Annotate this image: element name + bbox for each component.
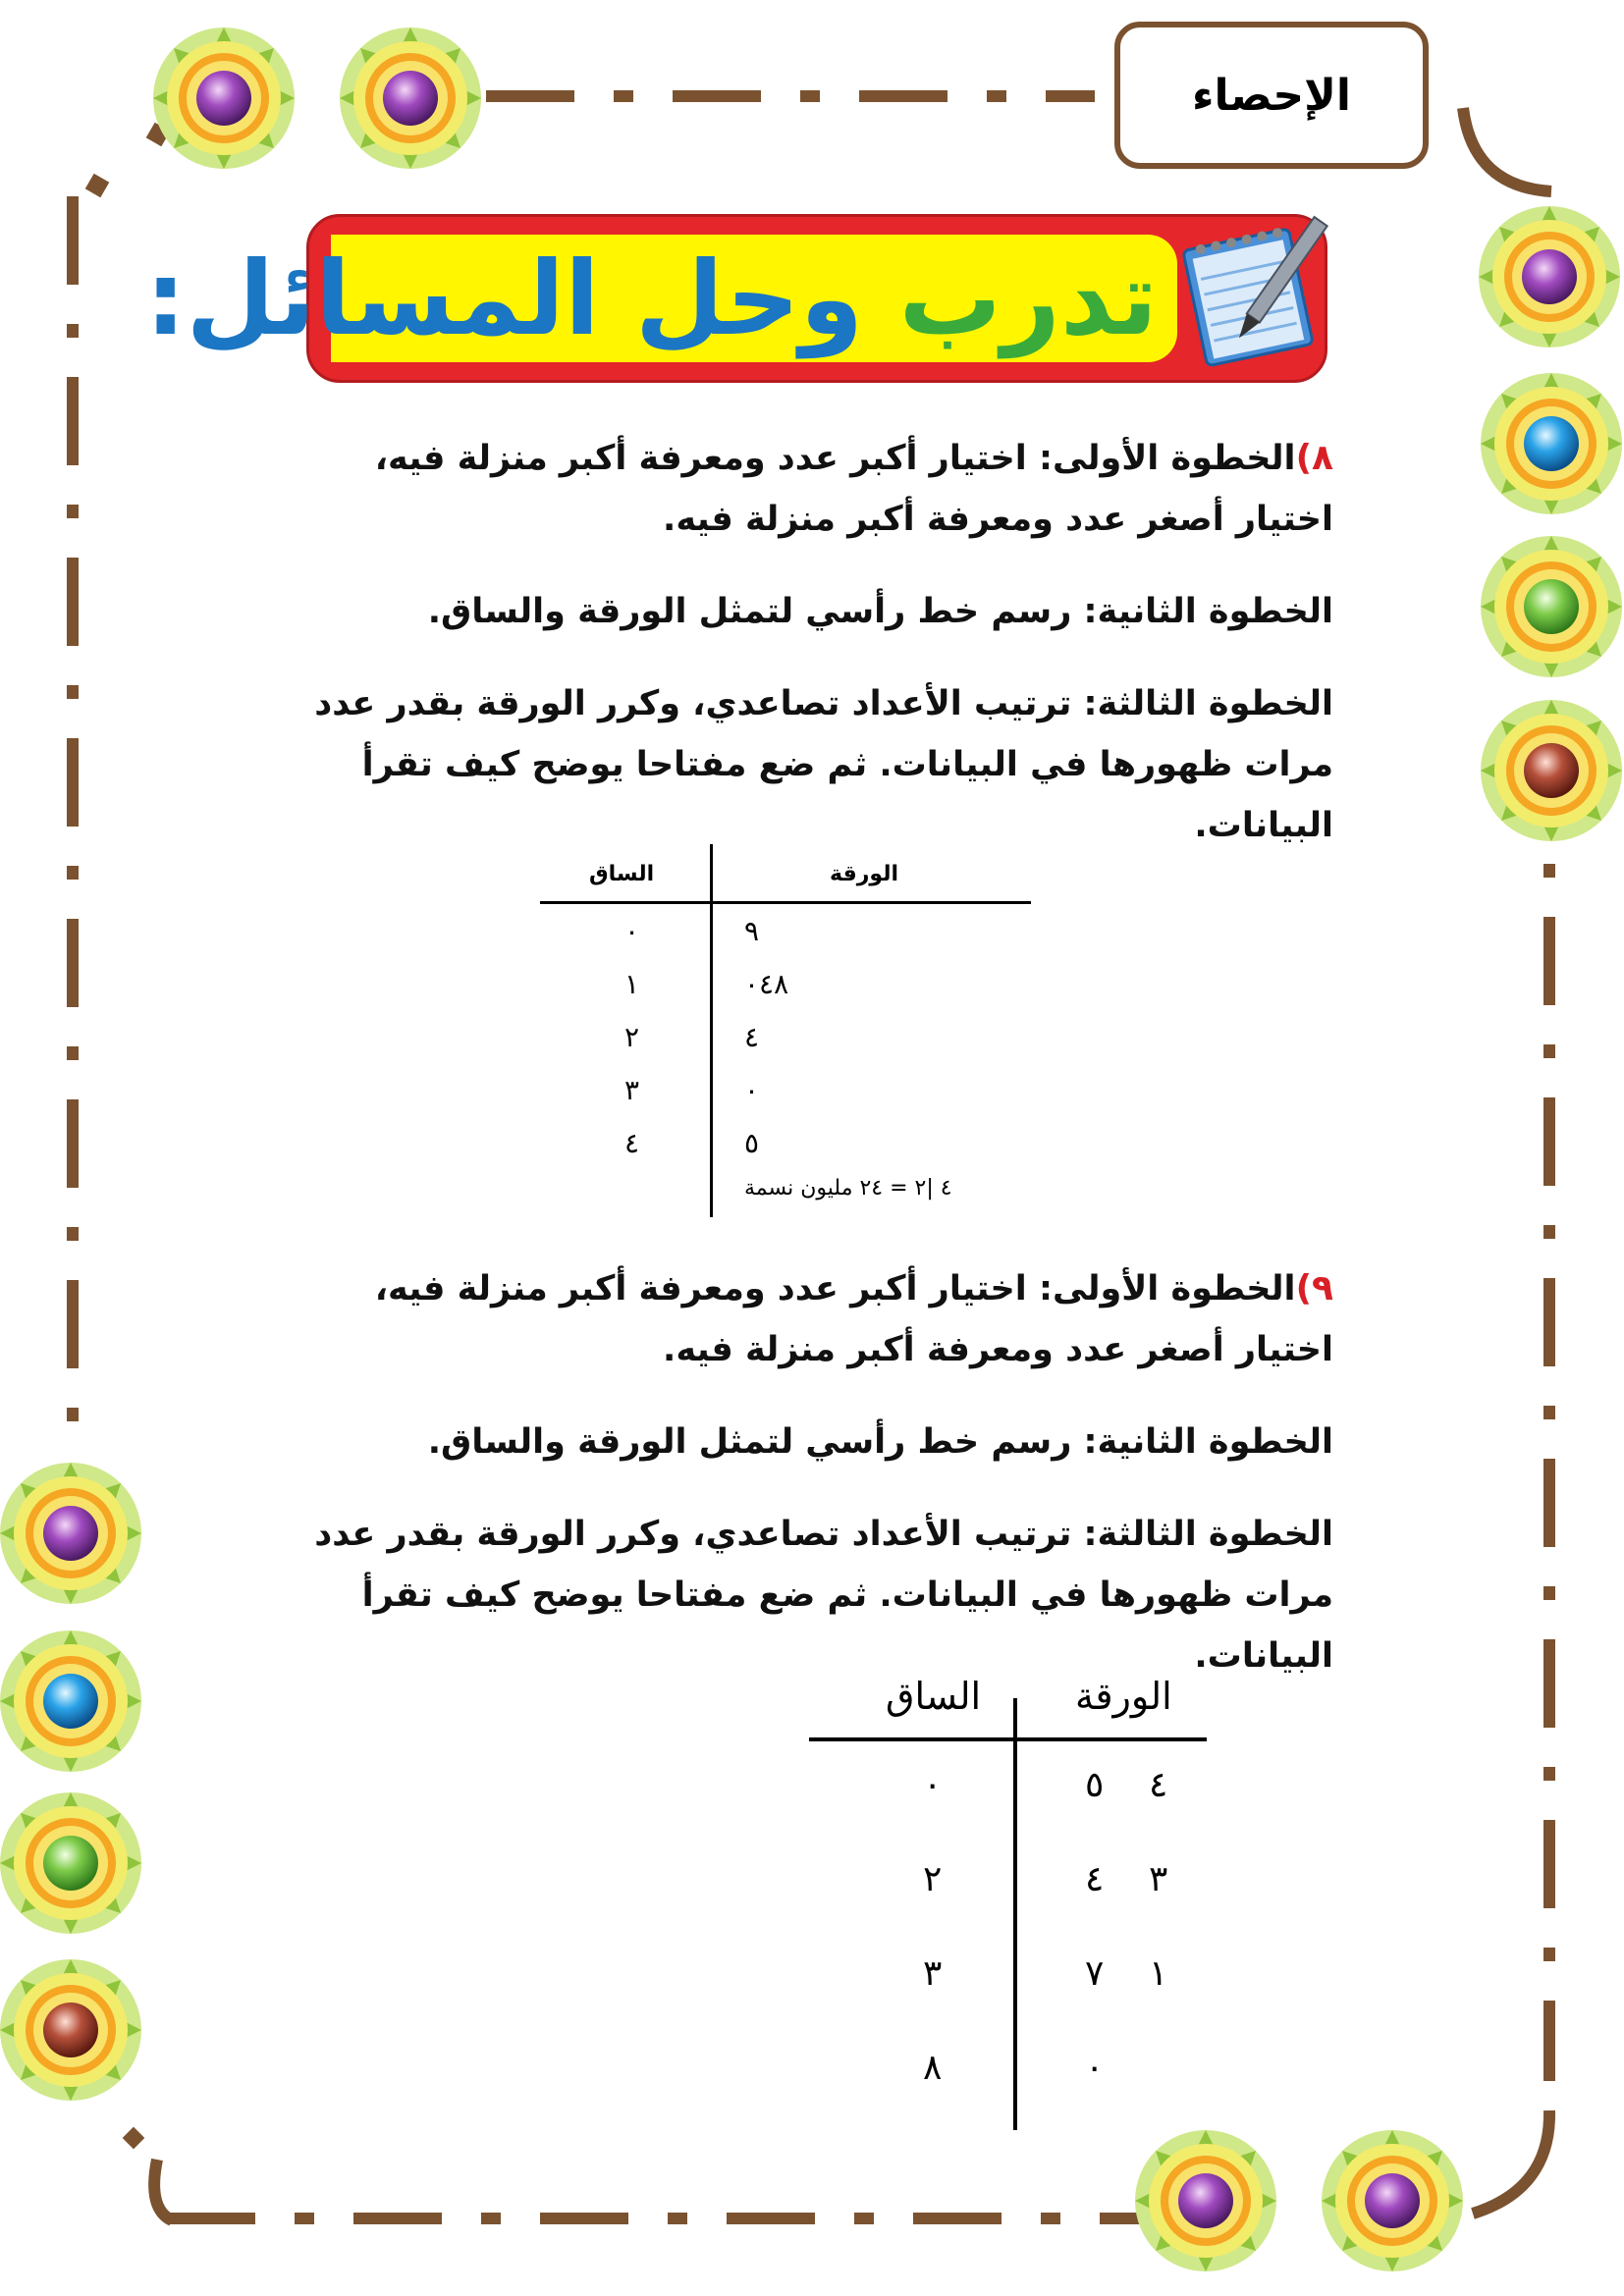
leaf-value: ٧ <box>1085 1953 1105 1994</box>
problem-8-step-2: الخطوة الثانية: رسم خط رأسي لتمثل الورقة والساق. <box>427 592 1333 631</box>
leaf-value: ٤ <box>1085 1859 1105 1899</box>
stem-value: ٢ <box>923 1859 943 1899</box>
table-horizontal-line <box>809 1737 1207 1741</box>
leaf-value: ٩ <box>744 915 760 947</box>
table-key: ٤ |٢ = ٢٤ مليون نسمة <box>744 1176 952 1201</box>
title-banner <box>144 214 1327 383</box>
stem-leaf-table-1 <box>530 844 1041 1227</box>
chapter-label-box <box>1114 22 1429 169</box>
leaf-value: ٠ <box>1085 2048 1105 2088</box>
stem-value: ١ <box>624 968 640 1000</box>
leaf-value: ١ <box>1149 1953 1168 1994</box>
leaf-value: ٣ <box>1149 1859 1168 1899</box>
step-1-text: الخطوة الأولى: اختيار أكبر عدد ومعرفة أكبر منزلة فيه، اختيار أصغر عدد ومعرفة أكبر منزلة فيه. <box>374 1269 1333 1369</box>
leaf-header: الورقة <box>830 862 899 886</box>
banner-inner <box>144 235 1177 362</box>
title-word-solve: وحل المسائل: <box>144 239 864 358</box>
table-vertical-line <box>1013 1698 1017 2130</box>
stem-value: ٠ <box>923 1765 943 1805</box>
chapter-label: الإحصاء <box>1192 70 1351 121</box>
problem-9-step-1 <box>293 1258 1333 1380</box>
problem-8-step-3: الخطوة الثالثة: ترتيب الأعداد تصاعدي، وكرر الورقة بقدر عدد مرات ظهورها في البيانات. ثم ضع مفتاحا يوضح كيف تقرأ البيانات. <box>314 684 1333 845</box>
problem-9-step-3: الخطوة الثالثة: ترتيب الأعداد تصاعدي، وكرر الورقة بقدر عدد مرات ظهورها في البيانات. ثم ضع مفتاحا يوضح كيف تقرأ البيانات. <box>314 1515 1333 1676</box>
leaf-value: ٠ <box>744 1074 760 1106</box>
problem-8-step-1 <box>293 428 1333 550</box>
leaf-value: ٠٤٨ <box>744 968 789 1000</box>
leaf-value: ٥ <box>1085 1765 1105 1805</box>
title-word-practice: تدرب <box>898 239 1158 358</box>
leaf-value: ٤ <box>1149 1765 1168 1805</box>
table-horizontal-line <box>540 901 1031 904</box>
problem-number: ٩) <box>1295 1268 1333 1308</box>
page-title <box>144 225 1158 362</box>
table-vertical-line <box>710 844 713 1217</box>
stem-leaf-table-2 <box>805 1659 1218 2130</box>
notepad-icon <box>1164 209 1330 376</box>
problem-number: ٨) <box>1295 438 1333 478</box>
leaf-value: ٥ <box>744 1127 760 1159</box>
step-1-text: الخطوة الأولى: اختيار أكبر عدد ومعرفة أكبر منزلة فيه، اختيار أصغر عدد ومعرفة أكبر منزلة فيه. <box>374 439 1333 539</box>
problem-9-step-2: الخطوة الثانية: رسم خط رأسي لتمثل الورقة والساق. <box>427 1422 1333 1462</box>
stem-value: ٣ <box>923 1953 943 1994</box>
stem-value: ٤ <box>624 1127 640 1159</box>
leaf-header: الورقة <box>1075 1675 1172 1718</box>
stem-value: ٨ <box>923 2048 943 2088</box>
stem-value: ٠ <box>624 915 640 947</box>
stem-header: الساق <box>886 1675 982 1718</box>
stem-value: ٣ <box>624 1074 640 1106</box>
leaf-value: ٤ <box>744 1021 760 1053</box>
stem-value: ٢ <box>624 1021 640 1053</box>
stem-header: الساق <box>589 862 655 886</box>
